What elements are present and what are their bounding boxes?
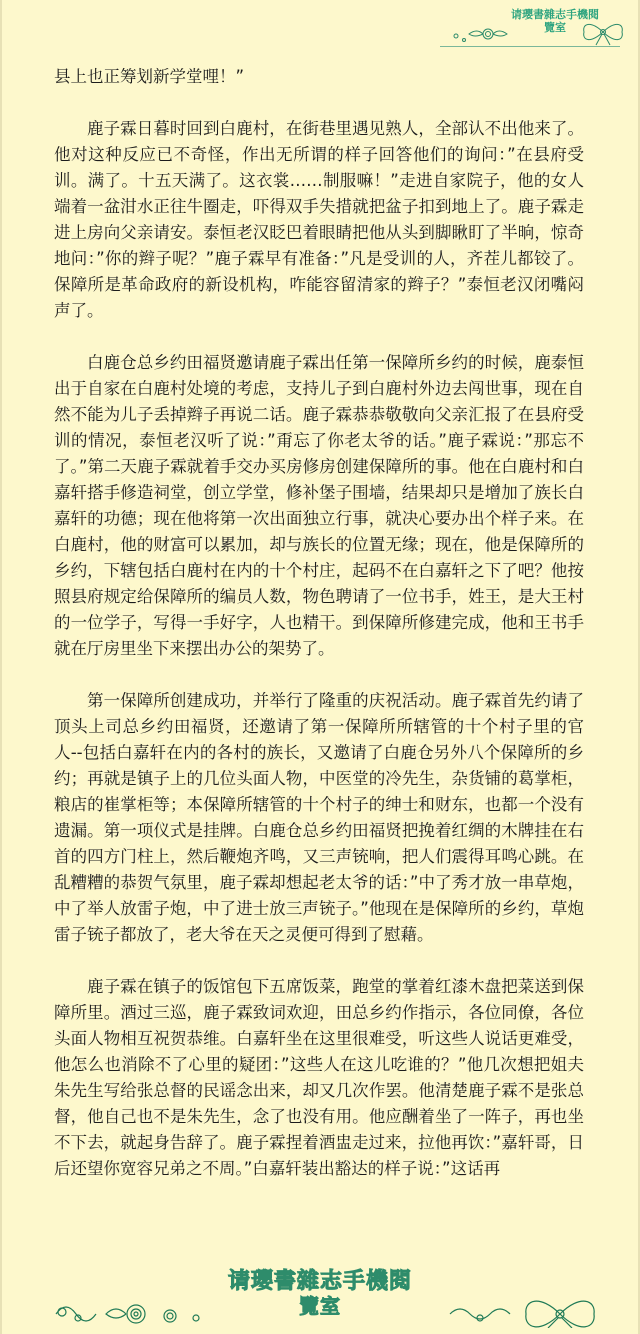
page-border-left <box>0 0 2 1334</box>
article-paragraph: 鹿子霖日暮时回到白鹿村，在街巷里遇见熟人，全部认不出他来了。他对这种反应已不奇怪，作出无所谓的样子回答他们的询问：”在县府受训。满了。十五天满了。这衣裳……制服嘛！”走进自家院子，他的女人端着一盆泔水正往牛圈走，吓得双手失措就把盆子扣到地上了。鹿子霖走进上房向父亲请安。泰恒老汉眨巴着眼睛把他从头到脚瞅盯了半晌，惊奇地问：”你的辫子呢？”鹿子霖早有准备：”凡是受训的人，齐茬儿都铰了。保障所是革命政府的新设机构，咋能容留清家的辫子？”泰恒老汉闭嘴闷声了。 <box>54 119 584 320</box>
article-paragraph: 第一保障所创建成功，并举行了隆重的庆祝活动。鹿子霖首先约请了顶头上司总乡约田福贤，还邀请了第一保障所所辖管的十个村子里的官人--包括白嘉轩在内的各村的族长，又邀请了白鹿仓另外八个保障所的乡约；再就是镇子上的几位头面人物，中医堂的冷先生，杂货铺的葛掌柜，粮店的崔掌柜等；本保障所辖管的十个村子的绅士和财东，也都一个没有遗漏。第一项仪式是挂牌。白鹿仓总乡约田福贤把挽着红绸的木牌挂在右首的四方门柱上，然后鞭炮齐鸣，又三声铳响，把人们震得耳鸣心跳。在乱糟糟的恭贺气氛里，鹿子霖却想起老太爷的话：”中了秀才放一串草炮，中了举人放雷子炮，中了进士放三声铳子。”他现在是保障所的乡约，草炮雷子铳子都放了，老大爷在天之灵便可得到了慰藉。 <box>54 691 584 944</box>
header-divider <box>440 46 620 47</box>
article-body <box>54 64 584 1182</box>
header-title-line2: 覽室 <box>544 21 566 34</box>
header-title <box>500 8 610 34</box>
article-paragraph: 白鹿仓总乡约田福贤邀请鹿子霖出任第一保障所乡约的时候，鹿泰恒出于自家在白鹿村处境的考虑，支持儿子到白鹿村外边去闯世事，现在自然不能为儿子丢掉辫子再说二话。鹿子霖恭恭敬敬向父亲汇报了在县府受训的情况，泰恒老汉听了说：”甭忘了你老太爷的话。”鹿子霖说：”那忘不了。”第二天鹿子霖就着手交办买房修房创建保障所的事。他在白鹿村和白嘉轩搭手修造祠堂，创立学堂，修补堡子围墙，结果却只是增加了族长白嘉轩的功德；现在他将第一次出面独立行事，就决心要办出个样子来。在白鹿村，他的财富可以累加，却与族长的位置无缘；现在，他是保障所的乡约，下辖包括白鹿村在内的十个村庄，起码不在白嘉轩之下了吧？他按照县府规定给保障所的编员人数，物色聘请了一位书手，姓王，是大王村的一位学子，写得一手好字，人也精干。到保障所修建完成，他和王书手就在厅房里坐下来摆出办公的架势了。 <box>54 353 584 658</box>
article-paragraph: 鹿子霖在镇子的饭馆包下五席饭菜，跑堂的掌着红漆木盘把菜送到保障所里。酒过三巡，鹿子霖致词欢迎，田总乡约作指示，各位同僚，各位头面人物相互祝贺恭维。白嘉轩坐在这里很难受，听这些人说话更难受，他怎么也消除不了心里的疑团：”这些人在这儿吃谁的？”他几次想把姐夫朱先生写给张总督的民谣念出来，却又几次作罢。他清楚鹿子霖不是张总督，他自己也不是朱先生，念了也没有用。他应酬着坐了一阵子，再也坐不下去，就起身告辞了。鹿子霖捏着酒盅走过来，拉他再饮：”嘉轩哥，日后还望你宽容兄弟之不周。”白嘉轩装出豁达的样子说：”这话再 <box>54 977 584 1178</box>
footer-title-line1: 请瓔書雜志手機閱 <box>227 1269 412 1294</box>
footer-title <box>0 1270 640 1318</box>
footer-title-line2: 覽室 <box>299 1294 341 1318</box>
article-paragraph: 县上也正筹划新学堂哩！” <box>54 67 245 86</box>
header-title-line1: 请瓔書雜志手機閱 <box>511 8 599 21</box>
